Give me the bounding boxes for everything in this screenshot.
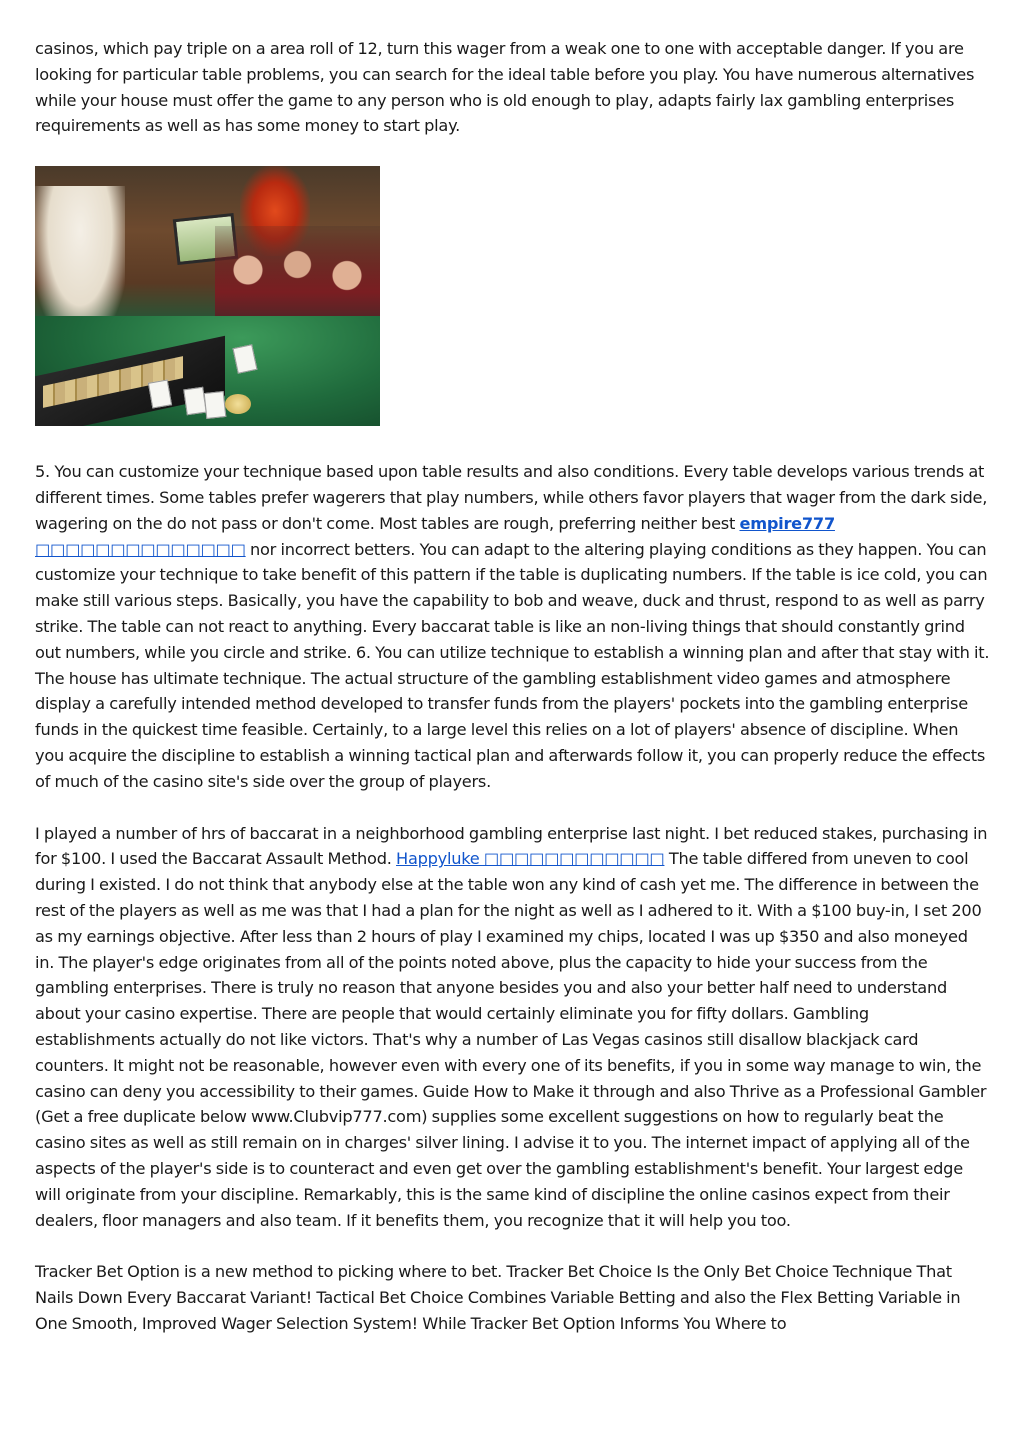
casino-table-photo <box>35 166 380 426</box>
paragraph-tracker-bet: Tracker Bet Option is a new method to picking where to bet. Tracker Bet Choice Is the Only Bet Choice Technique That Nails Down Every Baccarat Variant! Tactical Bet Choice Combines Variable Betting and also the Flex Betting Variable in One Smooth, Improved Wager Selection System! While Tracker Bet Option Informs You Where to <box>35 1262 961 1333</box>
document-page <box>35 36 991 1337</box>
paragraph-baccarat-text-2: The table differed from uneven to cool during I existed. I do not think that anybody else at the table won any kind of cash yet me. The difference in between the rest of the players as well as me was that I had a plan for the night as well as I adhered to it. With a $100 buy-in, I set 200 as my earnings objective. After less than 2 hours of play I examined my chips, located I was up $350 and also moneyed in. The player's edge originates from all of the points noted above, plus the capacity to hide your success from the gambling enterprises. There is truly no reason that anyone besides you and also your better half need to understand about your casino expertise. There are people that would certainly eliminate you for fifty dollars. Gambling establishments actually do not like victors. That's why a number of Las Vegas casinos still disallow blackjack card counters. It might not be reasonable, however even with every one of its benefits, if you in some way manage to win, the casino can deny you accessibility to their games. Guide How to Make it through and also Thrive as a Professional Gambler (Get a free duplicate below www.Clubvip777.com) supplies some excellent suggestions on how to regularly beat the casino sites as well as still remain on in charges' silver lining. I advise it to you. The internet impact of applying all of the aspects of the player's side is to counteract and even get over the gambling establishment's benefit. Your largest edge will originate from your discipline. Remarkably, this is the same kind of discipline the online casinos expect from their dealers, floor managers and also team. If it benefits them, you recognize that it will help you too. <box>35 849 987 1230</box>
photo-card <box>148 380 172 409</box>
empire777-link[interactable]: empire777 □□□□□□□□□□□□□□ <box>35 513 835 559</box>
paragraph-technique-text-2: nor incorrect betters. You can adapt to the altering playing conditions as they happen. You can customize your technique to take benefit of this pattern if the table is duplicating numbers. If the table is ice cold, you can make still various steps. Basically, you have the capability to bob and weave, duck and thrust, respond to as well as parry strike. The table can not react to anything. Every baccarat table is like an non-living things that should constantly grind out numbers, while you circle and strike. 6. You can utilize technique to establish a winning plan and after that stay with it. The house has ultimate technique. The actual structure of the gambling establishment video games and atmosphere display a carefully intended method developed to transfer funds from the players' pockets into the gambling enterprise funds in the quickest time feasible. Certainly, to a large level this relies on a lot of players' absence of discipline. When you acquire the discipline to establish a winning tactical plan and afterwards follow it, you can properly reduce the effects of much of the casino site's side over the group of players. <box>35 539 990 791</box>
paragraph-baccarat-text-1: I played a number of hrs of baccarat in a neighborhood gambling enterprise last night. I bet reduced stakes, purchasing in for $100. I used the Baccarat Assault Method. <box>35 823 988 869</box>
photo-card <box>204 391 227 419</box>
paragraph-technique <box>35 459 991 794</box>
happyluke-link[interactable]: Happyluke □□□□□□□□□□□□ <box>396 849 665 869</box>
paragraph-baccarat-story <box>35 821 991 1234</box>
paragraph-technique-text-1: 5. You can customize your technique based upon table results and also conditions. Every table develops various trends at different times. Some tables prefer wagerers that play numbers, while others favor players that wager from the dark side, wagering on the do not pass or don't come. Most tables are rough, preferring neither best <box>35 462 988 533</box>
photo-dealer <box>35 186 125 336</box>
paragraph-intro: casinos, which pay triple on a area roll of 12, turn this wager from a weak one to one with acceptable danger. If you are looking for particular table problems, you can search for the ideal table before you play. You have numerous alternatives while your house must offer the game to any person who is old enough to play, adapts fairly lax gambling enterprises requirements as well as has some money to start play. <box>35 39 975 136</box>
photo-card <box>183 387 206 416</box>
